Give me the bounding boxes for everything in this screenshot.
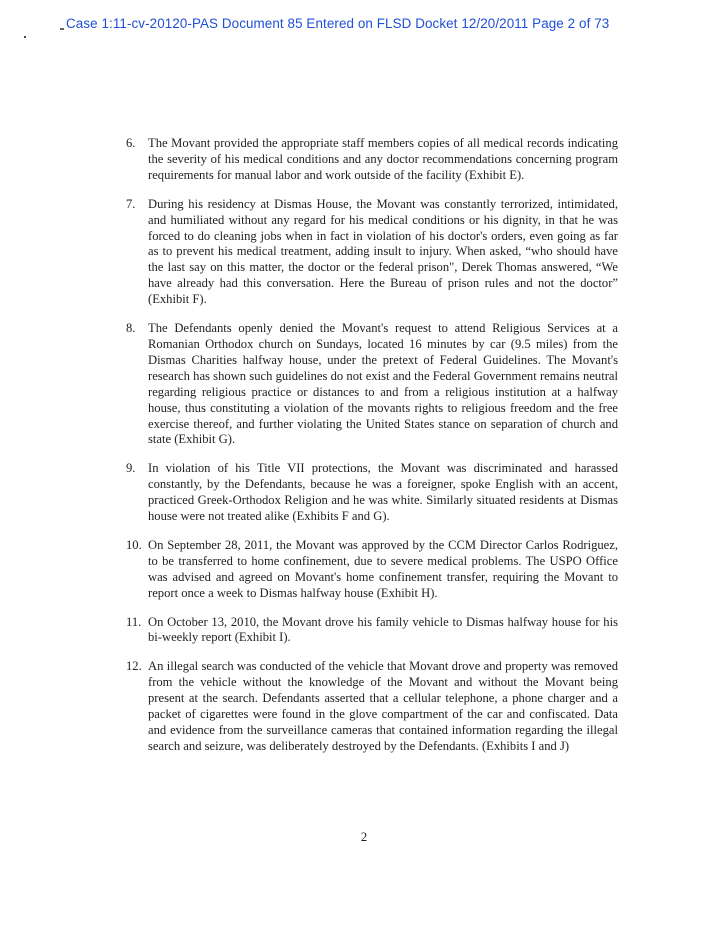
page-number: 2	[360, 829, 368, 844]
paragraph-number: 8.	[126, 321, 136, 336]
paragraph-number: 7.	[126, 196, 136, 211]
paragraph-11	[126, 615, 618, 647]
paragraph-9	[126, 461, 618, 525]
paragraph-number: 6.	[126, 136, 136, 150]
paragraph-text: In violation of his Title VII protections, the Movant was discriminated and harassed constantly, by the Defendants, because he was a foreigner, spoke English with an accent, practiced Greek-Orthodox Religion and he was white. Similarly situated residents at Dismas house were not treated alike (Exhibits F and G).	[148, 461, 618, 524]
paragraph-text: On October 13, 2010, the Movant drove his family vehicle to Dismas halfway house for his bi-weekly report (Exhibit I).	[148, 614, 618, 645]
paragraph-text: During his residency at Dismas House, the Movant was constantly terrorized, intimidated, and humiliated without any regard for his medical conditions or his dignity, in that he was forced to do cleaning jobs when in fact in violation of his doctor's orders, even going as far as to prevent his medical treatment, adding insult to injury. When asked, “who should have the last say on this matter, the doctor or the federal prison", Derek Thomas answered, “We have already had this conversation. Here the Bureau of prison rules and not the doctor” (Exhibit F).	[148, 196, 618, 307]
paragraph-text: The Movant provided the appropriate staff members copies of all medical records indicating the severity of his medical conditions and any doctor recommendations concerning program requirements for manual labor and work outside of the facility (Exhibit E).	[148, 136, 618, 182]
paragraph-10	[126, 538, 618, 602]
scan-mark	[60, 28, 64, 30]
paragraph-12	[126, 659, 618, 754]
paragraph-6	[126, 136, 618, 184]
paragraph-number: 9.	[126, 461, 136, 476]
paragraph-8	[126, 321, 618, 448]
scan-mark	[24, 36, 26, 38]
paragraph-text: The Defendants openly denied the Movant's request to attend Religious Services at a Romanian Orthodox church on Sundays, located 16 minutes by car (9.5 miles) from the Dismas Charities halfway house, under the pretext of Federal Guidelines. The Movant's research has shown such guidelines do not exist and the Federal Government remains neutral regarding religious practice or distances to and from a religious institution at a halfway house, thus constituting a violation of the movants rights to religious freedom and the free exercise thereof, and further violating the United States stance on separation of church and state (Exhibit G).	[148, 321, 618, 447]
docket-header: Case 1:11-cv-20120-PAS Document 85 Entered on FLSD Docket 12/20/2011 Page 2 of 73	[66, 16, 610, 31]
paragraph-number: 12.	[126, 659, 142, 674]
paragraph-7	[126, 197, 618, 308]
paragraph-text: An illegal search was conducted of the vehicle that Movant drove and property was removed from the vehicle without the knowledge of the Movant and without the Movant being present at the search. Defendants asserted that a cellular telephone, a phone charger and a packet of cigarettes were found in the glove compartment of the car and confiscated. Data and evidence from the surveillance cameras that contained information regarding the illegal search and seizure, was deliberately destroyed by the Defendants. (Exhibits I and J)	[148, 659, 618, 753]
paragraph-number: 10.	[126, 537, 142, 552]
document-body	[126, 136, 618, 768]
paragraph-text: On September 28, 2011, the Movant was approved by the CCM Director Carlos Rodriguez, to be transferred to home confinement, due to severe medical problems. The USPO Office was advised and agreed on Movant's home confinement transfer, requiring the Movant to report once a week to Dismas halfway house (Exhibit H).	[148, 537, 618, 600]
paragraph-number: 11.	[126, 614, 142, 629]
